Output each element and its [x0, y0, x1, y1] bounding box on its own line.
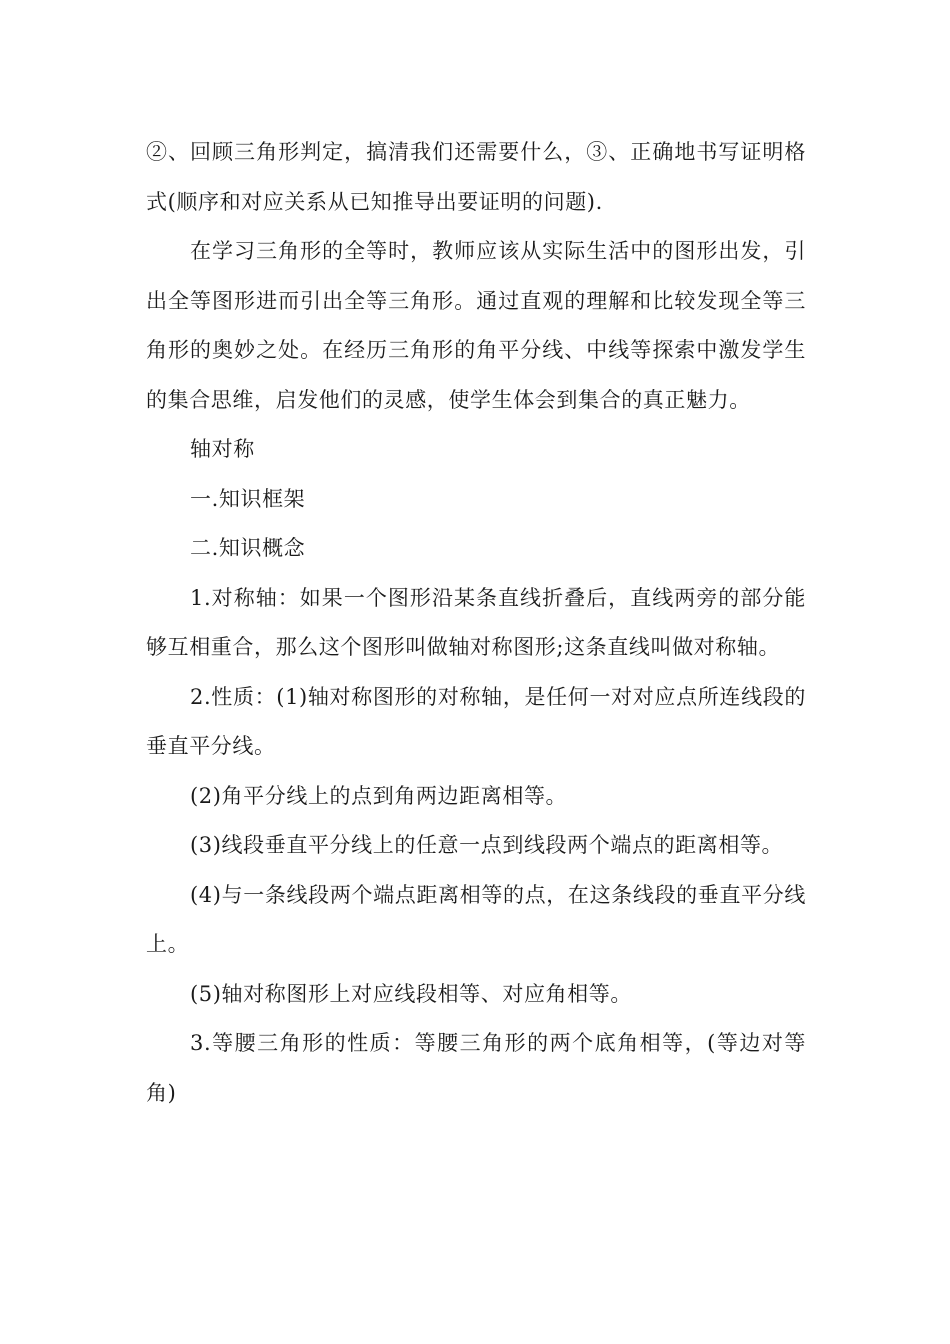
paragraph-property-5: (5)轴对称图形上对应线段相等、对应角相等。: [190, 981, 632, 1006]
paragraph-property-3: (3)线段垂直平分线上的任意一点到线段两个端点的距离相等。: [190, 833, 784, 857]
paragraph-properties: 2.性质：(1)轴对称图形的对称轴，是任何一对对应点所连线段的垂直平分线。: [146, 684, 806, 758]
paragraph-property-2: (2)角平分线上的点到角两边距离相等。: [190, 783, 568, 808]
document-page: [146, 128, 806, 1118]
paragraph-proof-steps: ②、回顾三角形判定，搞清我们还需要什么，③、正确地书写证明格式(顺序和对应关系从已知推导出要证明的问题).: [146, 140, 806, 214]
paragraph-congruent-triangles: 在学习三角形的全等时，教师应该从实际生活中的图形出发，引出全等图形进而引出全等三角形。通过直观的理解和比较发现全等三角形的奥妙之处。在经历三角形的角平分线、中线等探索中激发学生的集合思维，启发他们的灵感，使学生体会到集合的真正魅力。: [146, 239, 806, 412]
paragraph-property-4: (4)与一条线段两个端点距离相等的点，在这条线段的垂直平分线上。: [146, 882, 806, 956]
paragraph-symmetry-axis: 1.对称轴：如果一个图形沿某条直线折叠后，直线两旁的部分能够互相重合，那么这个图形叫做轴对称图形;这条直线叫做对称轴。: [146, 585, 806, 659]
heading-knowledge-concepts: 二.知识概念: [190, 536, 306, 560]
paragraph-isosceles-property: 3.等腰三角形的性质：等腰三角形的两个底角相等，(等边对等角): [146, 1031, 806, 1105]
heading-knowledge-framework: 一.知识框架: [190, 486, 306, 511]
section-heading-axial-symmetry: 轴对称: [190, 437, 255, 461]
